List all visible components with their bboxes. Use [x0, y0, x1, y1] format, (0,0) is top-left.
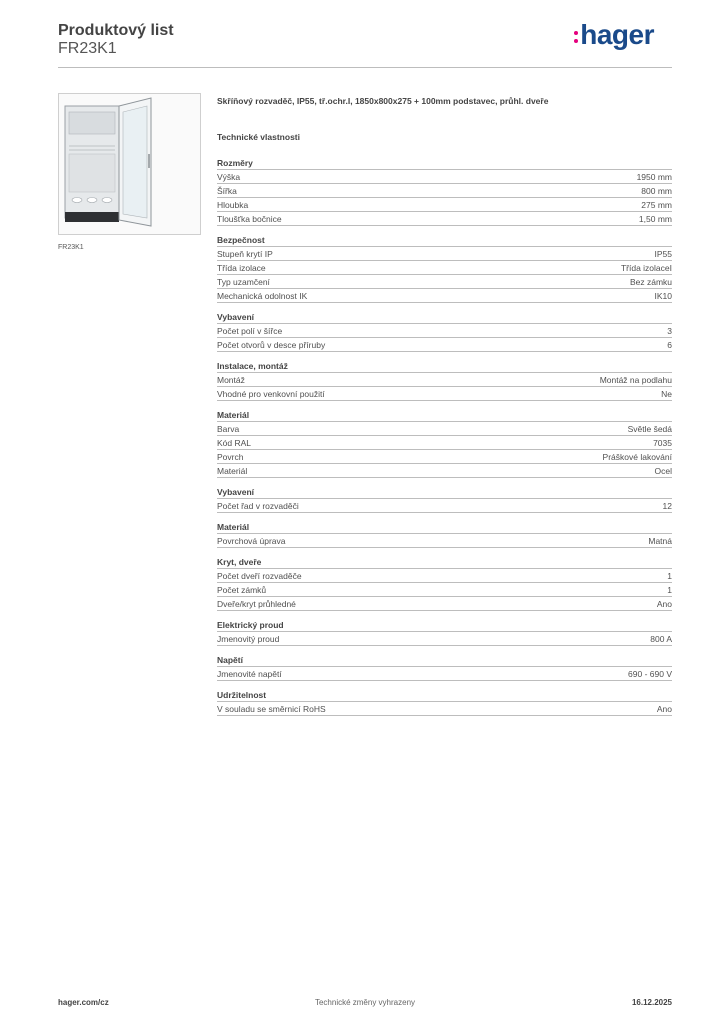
spec-value: 800 mm: [641, 186, 672, 196]
spec-value: Ano: [656, 599, 672, 609]
spec-section: [217, 311, 672, 352]
section-title: Vybavení: [217, 311, 672, 324]
spec-row: [217, 702, 672, 716]
spec-label: Dveře/kryt průhledné: [217, 599, 296, 609]
document-title: Produktový list: [58, 22, 174, 39]
spec-value: 3: [667, 326, 672, 336]
spec-row: [217, 632, 672, 646]
spec-label: Šířka: [217, 186, 237, 196]
spec-row: [217, 569, 672, 583]
spec-label: Vhodné pro venkovní použití: [217, 389, 325, 399]
spec-value: 1950 mm: [636, 172, 672, 182]
footer-disclaimer: Technické změny vyhrazeny: [314, 998, 416, 1007]
spec-label: Montáž: [217, 375, 245, 385]
spec-value: 1,50 mm: [638, 214, 672, 224]
section-title: Rozměry: [217, 157, 672, 170]
hager-logo[interactable]: [574, 20, 654, 50]
section-title: Instalace, montáž: [217, 360, 672, 373]
spec-label: Počet polí v šířce: [217, 326, 283, 336]
spec-section: [217, 486, 672, 513]
spec-label: Jmenovité napětí: [217, 669, 282, 679]
image-caption: FR23K1: [58, 244, 84, 251]
spec-value: 7035: [653, 438, 672, 448]
section-title: Materiál: [217, 521, 672, 534]
spec-row: [217, 499, 672, 513]
spec-value: 275 mm: [641, 200, 672, 210]
spec-row: [217, 324, 672, 338]
header-divider: [58, 67, 672, 68]
spec-row: [217, 198, 672, 212]
spec-label: Počet dveří rozvaděče: [217, 571, 302, 581]
footer-website-link[interactable]: hager.com/cz: [58, 998, 109, 1007]
spec-row: [217, 583, 672, 597]
spec-value: Montáž na podlahu: [599, 375, 672, 385]
spec-section: [217, 689, 672, 716]
spec-row: [217, 184, 672, 198]
spec-label: Počet řad v rozvaděči: [217, 501, 299, 511]
spec-label: Počet otvorů v desce příruby: [217, 340, 326, 350]
spec-label: Jmenovitý proud: [217, 634, 280, 644]
spec-section: [217, 360, 672, 401]
spec-row: [217, 422, 672, 436]
spec-value: Třída izolaceI: [620, 263, 672, 273]
spec-label: Stupeň krytí IP: [217, 249, 273, 259]
spec-label: Povrchová úprava: [217, 536, 286, 546]
spec-label: Mechanická odolnost IK: [217, 291, 308, 301]
spec-row: [217, 338, 672, 352]
section-title: Bezpečnost: [217, 234, 672, 247]
spec-value: IK10: [654, 291, 672, 301]
spec-value: 1: [667, 585, 672, 595]
spec-value: 800 A: [650, 634, 672, 644]
spec-label: Tloušťka bočnice: [217, 214, 282, 224]
spec-row: [217, 289, 672, 303]
spec-section: [217, 654, 672, 681]
spec-value: Ano: [656, 704, 672, 714]
spec-row: [217, 170, 672, 184]
spec-row: [217, 247, 672, 261]
spec-label: Hloubka: [217, 200, 249, 210]
page-footer: [58, 998, 672, 1010]
spec-row: [217, 667, 672, 681]
spec-row: [217, 436, 672, 450]
spec-label: Třída izolace: [217, 263, 266, 273]
spec-label: Výška: [217, 172, 241, 182]
spec-section: [217, 234, 672, 303]
spec-value: Ocel: [654, 466, 672, 476]
section-title: Kryt, dveře: [217, 556, 672, 569]
spec-label: Typ uzamčení: [217, 277, 270, 287]
spec-section: [217, 521, 672, 548]
spec-value: Ne: [661, 389, 672, 399]
logo-dots-icon: [574, 29, 578, 45]
spec-value: 6: [667, 340, 672, 350]
section-title: Materiál: [217, 409, 672, 422]
spec-value: Světle šedá: [627, 424, 672, 434]
spec-row: [217, 373, 672, 387]
spec-row: [217, 275, 672, 289]
spec-row: [217, 534, 672, 548]
section-title: Udržitelnost: [217, 689, 672, 702]
spec-value: Matná: [648, 536, 672, 546]
spec-label: Barva: [217, 424, 240, 434]
spec-row: [217, 450, 672, 464]
section-title: Napětí: [217, 654, 672, 667]
technical-properties-heading: Technické vlastnosti: [217, 132, 300, 142]
page-header: [58, 20, 672, 68]
spec-sections: [217, 157, 672, 716]
spec-content: [217, 95, 672, 716]
spec-label: Materiál: [217, 466, 248, 476]
spec-row: [217, 261, 672, 275]
spec-section: [217, 157, 672, 226]
cabinet-illustration-icon: [59, 94, 200, 234]
spec-label: V souladu se směrnicí RoHS: [217, 704, 326, 714]
section-title: Vybavení: [217, 486, 672, 499]
spec-value: 1: [667, 571, 672, 581]
product-code: FR23K1: [58, 40, 117, 57]
spec-row: [217, 212, 672, 226]
spec-section: [217, 556, 672, 611]
spec-row: [217, 597, 672, 611]
spec-label: Počet zámků: [217, 585, 267, 595]
logo-text: hager: [580, 19, 654, 50]
footer-date: 16.12.2025: [631, 998, 672, 1007]
product-description: Skříňový rozvaděč, IP55, tř.ochr.I, 1850x800x275 + 100mm podstavec, průhl. dveře: [217, 96, 549, 106]
spec-section: [217, 619, 672, 646]
spec-section: [217, 409, 672, 478]
spec-value: IP55: [654, 249, 672, 259]
spec-value: Bez zámku: [629, 277, 672, 287]
section-title: Elektrický proud: [217, 619, 672, 632]
spec-label: Kód RAL: [217, 438, 252, 448]
spec-value: Práškové lakování: [602, 452, 672, 462]
spec-row: [217, 387, 672, 401]
product-image: [58, 93, 201, 235]
spec-label: Povrch: [217, 452, 244, 462]
spec-value: 690 - 690 V: [628, 669, 672, 679]
spec-value: 12: [662, 501, 672, 511]
spec-row: [217, 464, 672, 478]
